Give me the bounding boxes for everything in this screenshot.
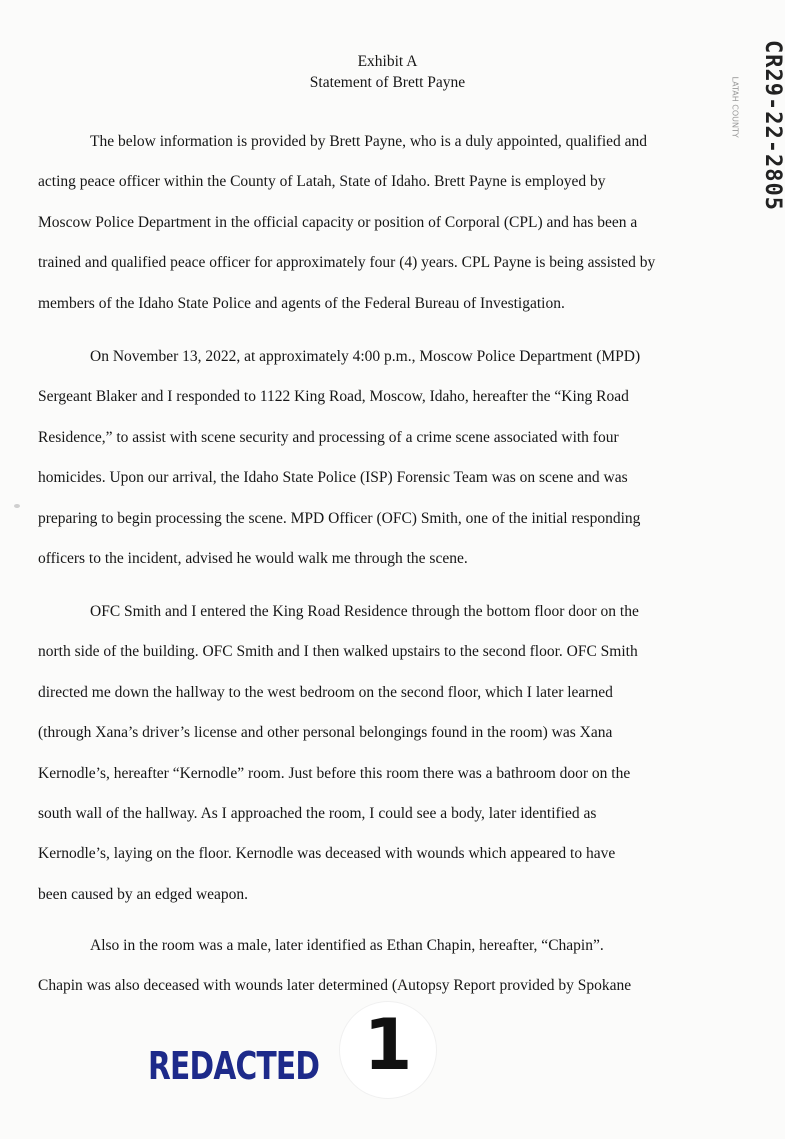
paragraph-line: The below information is provided by Brett Payne, who is a duly appointed, qualified and bbox=[90, 133, 648, 150]
paragraph-1 bbox=[38, 122, 720, 324]
case-number-stamp: CR29-22-2805 bbox=[760, 40, 785, 211]
redacted-stamp: REDACTED bbox=[148, 1044, 320, 1088]
paragraph-line: Kernodle’s, hereafter “Kernodle” room. Just before this room there was a bathroom door on the bbox=[38, 764, 631, 782]
paragraph-4 bbox=[38, 926, 720, 1007]
paragraph-line: officers to the incident, advised he would walk me through the scene. bbox=[38, 550, 468, 568]
paragraph-line: On November 13, 2022, at approximately 4:00 p.m., Moscow Police Department (MPD) bbox=[90, 348, 641, 365]
page-number: 1 bbox=[363, 1004, 413, 1086]
paragraph-line: (through Xana’s driver’s license and other personal belongings found in the room) was Xana bbox=[38, 724, 613, 742]
paragraph-line: members of the Idaho State Police and agents of the Federal Bureau of Investigation. bbox=[38, 294, 565, 312]
paragraph-line: Kernodle’s, laying on the floor. Kernodle was deceased with wounds which appeared to have bbox=[38, 845, 616, 863]
paragraph-line: Moscow Police Department in the official capacity or position of Corporal (CPL) and has been a bbox=[38, 213, 638, 231]
paragraph-line: homicides. Upon our arrival, the Idaho State Police (ISP) Forensic Team was on scene and was bbox=[38, 469, 628, 487]
paragraph-line: Chapin was also deceased with wounds later determined (Autopsy Report provided by Spokane bbox=[38, 977, 632, 995]
paragraph-line: directed me down the hallway to the west bedroom on the second floor, which I later learned bbox=[38, 683, 613, 701]
paragraph-2 bbox=[38, 337, 720, 579]
scan-speck bbox=[14, 504, 20, 508]
paragraph-line: OFC Smith and I entered the King Road Residence through the bottom floor door on the bbox=[90, 603, 639, 620]
county-stamp-text: LATAH COUNTY bbox=[730, 76, 740, 138]
paragraph-3 bbox=[38, 592, 720, 915]
exhibit-title: Exhibit A bbox=[357, 53, 418, 70]
statement-title: Statement of Brett Payne bbox=[309, 74, 466, 91]
paragraph-line: Sergeant Blaker and I responded to 1122 King Road, Moscow, Idaho, hereafter the “King Road bbox=[38, 388, 629, 406]
paragraph-line: south wall of the hallway. As I approached the room, I could see a body, later identified as bbox=[38, 805, 597, 823]
paragraph-line: been caused by an edged weapon. bbox=[38, 885, 249, 903]
paragraph-line: Residence,” to assist with scene security and processing of a crime scene associated with four bbox=[38, 428, 619, 446]
paragraph-line: acting peace officer within the County of Latah, State of Idaho. Brett Payne is employed by bbox=[38, 173, 606, 191]
paragraph-line: north side of the building. OFC Smith and I then walked upstairs to the second floor. OFC Smith bbox=[38, 643, 638, 661]
paragraph-line: preparing to begin processing the scene. MPD Officer (OFC) Smith, one of the initial responding bbox=[38, 509, 641, 527]
paragraph-line: Also in the room was a male, later identified as Ethan Chapin, hereafter, “Chapin”. bbox=[90, 937, 604, 954]
paragraph-line: trained and qualified peace officer for approximately four (4) years. CPL Payne is being assisted by bbox=[38, 254, 656, 272]
